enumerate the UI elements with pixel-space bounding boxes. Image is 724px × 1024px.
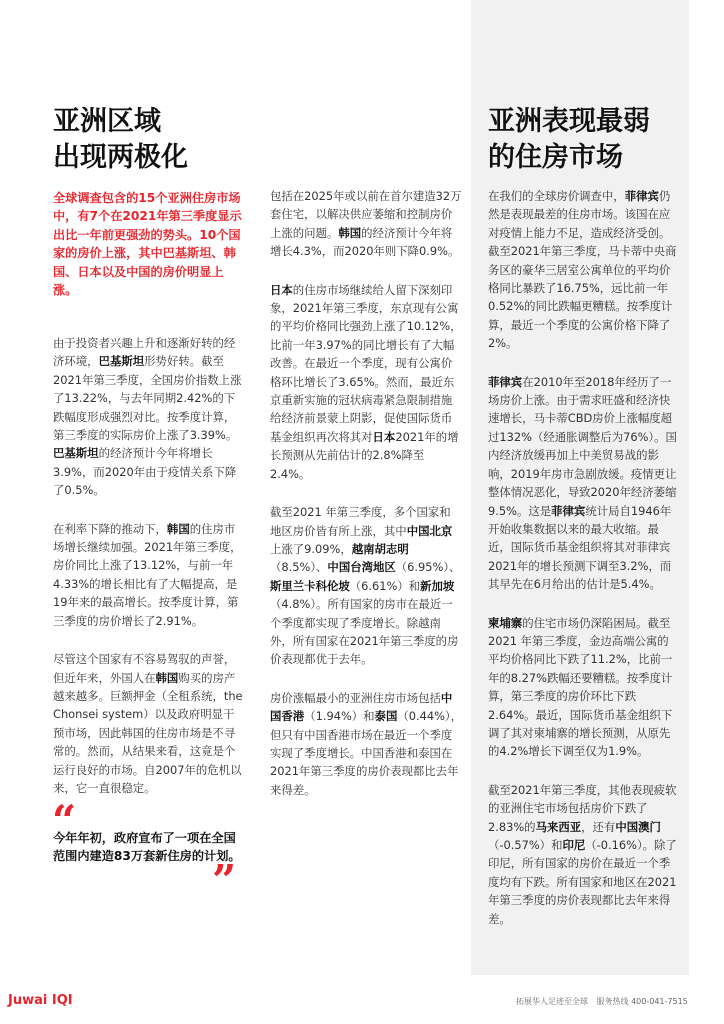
body-paragraph: [270, 187, 462, 261]
bold-term: 日本: [372, 429, 396, 444]
bold-term: 柬埔寨: [488, 615, 523, 630]
text-run: （6.95%）、: [395, 560, 461, 575]
body-paragraph: [488, 614, 678, 761]
bold-term: 韩国: [166, 521, 190, 536]
text-run: 包括在2025年或以前在首尔建造32万套住宅，以解决供应萎缩和控制房价上涨的问题。: [270, 189, 462, 240]
body-paragraph: [488, 373, 678, 594]
body-paragraph: [53, 520, 245, 630]
left-heading-line: 亚洲区域: [53, 106, 161, 137]
text-run: 尽管这个国家有不容易驾驭的声誉，但近年来，外国人在: [53, 652, 236, 685]
text-run: 在我们的全球房价调查中，: [488, 189, 625, 203]
text-run: 房价涨幅最小的亚洲住房市场包括: [270, 690, 441, 705]
body-paragraph: [488, 187, 678, 353]
bold-term: 菲律宾: [488, 374, 523, 389]
text-run: 在2010年至2018年经历了一场房价上涨。由于需求旺盛和经济快速增长，马卡蒂CBD房价上涨幅度超过132%（经通胀调整后为76%）。国内经济放缓再加上中美贸易战的影响，2019年房市急剧放缓。疫情更让整体情况恶化，导致2020年经济萎缩9.5%。这是: [488, 374, 677, 518]
bold-term: 斯里兰卡科伦坡: [270, 578, 350, 593]
pull-quote: 今年年初，政府宣布了一项在全国范围内建造83万套新住房的计划。: [53, 831, 241, 863]
text-run: 截至2021年第三季度，其他表现疲软的亚洲住宅市场包括房价下跌了2.83%的: [488, 782, 677, 834]
text-run: 上涨了9.09%，: [270, 541, 352, 556]
bold-term: 韩国: [338, 225, 362, 240]
footer-hotline: 服务热线 400-041-7515: [596, 997, 688, 1006]
text-run: 的住房市场继续给人留下深刻印象，2021年第三季度，东京现有公寓的平均价格同比强劲上涨了10.12%，比前一年3.97%的同比增长有了大幅改善。在最近一个季度，现有公寓价格环比增长了3.65%。然而，最近东京重新实施的冠状病毒紧急限制措施给经济前景蒙上阴影，促使国际货币基金组织再次将其对: [270, 282, 462, 444]
bold-term: 中国澳门: [615, 819, 661, 834]
left-column-text: [53, 334, 245, 817]
bold-term: 巴基斯坦: [53, 446, 99, 461]
bold-term: 印尼: [562, 838, 586, 852]
body-paragraph: [270, 281, 462, 483]
text-run: （-0.57%）和: [488, 838, 563, 852]
bold-term: 日本: [270, 282, 293, 297]
bold-term: 中国北京: [406, 523, 453, 538]
bold-term: 巴基斯坦: [98, 354, 145, 369]
right-heading: [488, 104, 650, 176]
bold-term: 中国台湾地区: [327, 560, 396, 575]
bold-term: 菲律宾: [624, 189, 659, 203]
right-column-text: [488, 187, 678, 948]
text-run: 形势好转。截至2021年第三季度，全国房价指数上涨了13.22%，与去年同期2.42%的下跌幅度形成强烈对比。按季度计算，第三季度的实际房价上涨了3.39%。: [53, 354, 242, 443]
bold-term: 泰国: [374, 709, 398, 724]
bold-term: 新加坡: [420, 578, 455, 593]
juwai-iqi-logo: Juwai IQI: [8, 993, 73, 1008]
left-heading: [53, 104, 188, 176]
text-run: （8.5%）、: [270, 560, 328, 575]
left-heading-line: 出现两极化: [53, 142, 188, 173]
text-run: 购买的房产越来越多。巨额押金（全租系统，the Chonsei system）以及政府明显干预市场，因此韩国的住房市场是不寻常的。然而，从结果来看，这竟是个运行良好的市场。自2007年的危机以来，它一直很稳定。: [53, 670, 243, 795]
text-run: （6.61%）和: [349, 578, 421, 593]
text-run: ，还有: [581, 819, 616, 834]
bold-term: 韩国: [155, 670, 179, 685]
quote-open-mark: “: [52, 796, 77, 845]
bold-term: 中国香港: [270, 690, 453, 724]
text-run: 的住房市场增长继续加强。2021年第三季度，房价同比上涨了13.12%，与前一年4.33%的增长相比有了大幅提高，是19年来的最高增长。按季度计算，第三季度的房价增长了2.91%。: [53, 521, 242, 628]
body-paragraph: [53, 334, 245, 500]
text-run: （1.94%）和: [304, 709, 375, 724]
bold-term: 马来西亚: [535, 819, 582, 834]
text-run: 由于投资者兴趣上升和逐渐好转的经济环境，: [53, 336, 236, 369]
text-run: 的经济预计今年将增长3.9%，而2020年由于疫情关系下降了0.5%。: [53, 446, 237, 498]
text-run: 在利率下降的推动下，: [53, 521, 167, 536]
bold-term: 越南胡志明: [351, 541, 409, 556]
lead-paragraph: 全球调查包含的15个亚洲住房市场中，有7个在2021年第三季度显示出比一年前更强劲的势头。10个国家的房价上涨，其中巴基斯坦、韩国、日本以及中国的房价明显上涨。: [53, 191, 242, 298]
right-heading-line: 亚洲表现最弱: [488, 106, 650, 137]
text-run: 的住宅市场仍深陷困局。截至2021 年第三季度，金边高端公寓的平均价格同比下跌了11.2%，比前一年的8.27%跌幅还要糟糕。按季度计算，第三季度的房价环比下跌2.64%。最近，国际货币基金组织下调了其对柬埔寨的增长预测，从原先的4.2%增长下调至仅为1.9%。: [488, 615, 673, 759]
quote-close-mark: ”: [212, 856, 237, 905]
text-run: 截至2021 年第三季度，多个国家和地区房价皆有所上涨，其中: [270, 505, 451, 538]
middle-column-text: [270, 187, 462, 819]
text-run: 仍然是表现最差的住房市场。该国在应对疫情上能力不足，造成经济受创。截至2021年第三季度，马卡蒂中央商务区的豪华三居室公寓单位的平均价格同比暴跌了16.75%，远比前一年0.52%的同比跌幅更糟糕。按季度计算，最近一个季度的公寓价格下降了2%。: [488, 189, 677, 351]
text-run: 2021年的增长预测从先前估计的2.8%降至2.4%。: [270, 429, 459, 481]
body-paragraph: [53, 650, 245, 797]
text-run: 统计局自1946年开始收集数据以来的最大收缩。最近，国际货币基金组织将其对菲律宾2021年的增长预测下调至3.2%，而其早先在6月给出的估计是5.4%。: [488, 503, 672, 592]
body-paragraph: [270, 503, 462, 669]
body-paragraph: [270, 689, 462, 799]
text-run: （-0.16%）。除了印尼，所有国家的房价在最近一个季度均有下跌。所有国家和地区在2021年第三季度的房价表现都比去年来得差。: [488, 838, 677, 926]
body-paragraph: [488, 781, 678, 928]
footer-info: [510, 996, 688, 1007]
bold-term: 菲律宾: [551, 503, 586, 518]
text-run: （4.8%）。所有国家的房市在最近一个季度都实现了季度增长。除越南外，所有国家在2021年第三季度的房价表现都优于去年。: [270, 597, 459, 667]
right-heading-line: 的住房市场: [488, 142, 623, 173]
text-run: 的经济预计今年将增长4.3%，而2020年则下降0.9%。: [270, 225, 460, 259]
text-run: （0.44%），但只有中国香港市场在最近一个季度实现了季度增长。中国香港和泰国在2021年第三季度的房价表现都比去年来得差。: [270, 709, 463, 797]
footer-slogan: 拓展华人足迹至全球: [516, 997, 588, 1006]
